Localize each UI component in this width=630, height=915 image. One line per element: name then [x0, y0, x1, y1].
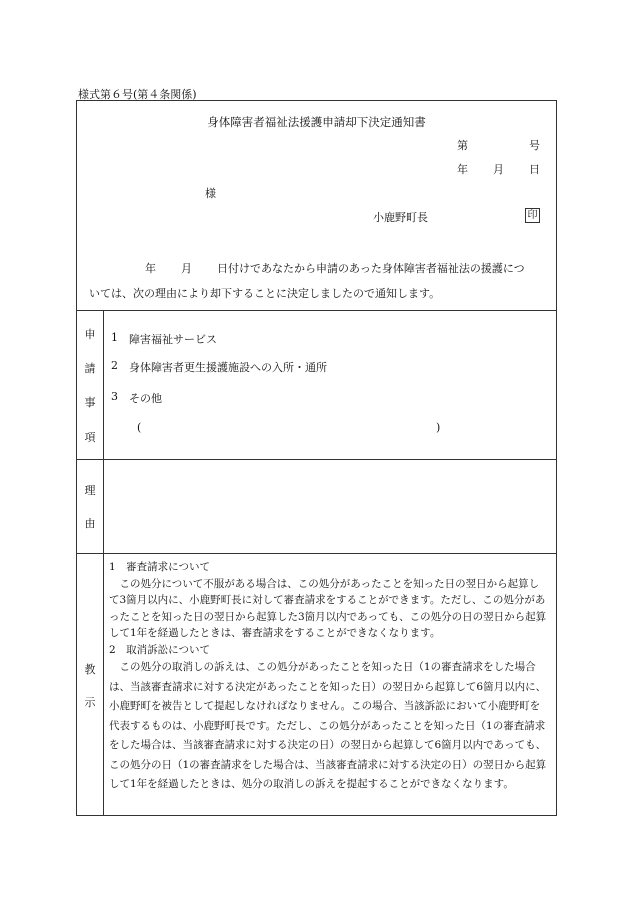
notice-year: 年	[145, 262, 156, 275]
number-suffix: 号	[529, 139, 540, 152]
application-item-2: 身体障害者更生援護施設への入所・通所	[129, 361, 327, 374]
number-prefix: 第	[457, 139, 468, 152]
divider-reason	[77, 459, 556, 460]
notice-line-2: いては、次の理由により却下することに決定しましたので通知します。	[89, 287, 441, 300]
instruction-paragraph-2: この処分の取消しの訴えは、この処分があったことを知った日（1の審査請求をした場合は、当該審査請求に対する決定があったことを知った日）の翌日から起算して6箇月以内に、小鹿野町を被告として提起しなければなりません。この場合、当該訴訟において小鹿野町を代表するものは、小鹿野町長です。ただし、この処分があったことを知った日（1の審査請求をした場合は、当該審査請求に対する決定の日）の翌日から起算して6箇月以内であっても、この処分の日（1の審査請求をした場合は、当該審査請求に対する決定の日）の翌日から起算して1年を経過したときは、処分の取消しの訴えを提起することができなくなります。	[109, 661, 547, 790]
date-day: 日	[529, 163, 540, 176]
other-paren-open: (	[137, 421, 142, 434]
date-year: 年	[457, 163, 468, 176]
application-item-2-num: 2	[111, 359, 118, 372]
form-number-label: 様式第６号(第４条関係)	[78, 88, 197, 101]
seal-mark: 印	[525, 208, 540, 223]
date-month: 月	[493, 163, 504, 176]
reason-label-1: 理	[84, 484, 96, 497]
divider-instruction	[77, 553, 556, 554]
application-label-3: 事	[84, 396, 96, 409]
document-title: 身体障害者福祉法援護申請却下決定通知書	[207, 115, 426, 129]
divider-application	[77, 310, 556, 311]
application-label-4: 項	[84, 431, 96, 444]
application-item-3: その他	[129, 392, 162, 405]
notice-line-1: 日付けであなたから申請のあった身体障害者福祉法の援護につ	[217, 262, 525, 275]
form-frame	[76, 100, 557, 816]
reason-label-2: 由	[84, 517, 96, 530]
instruction-heading-1: 1 審査請求について	[109, 561, 210, 573]
application-item-3-num: 3	[111, 390, 118, 403]
application-item-1-num: 1	[111, 331, 118, 344]
other-paren-close: )	[436, 421, 441, 434]
application-label-1: 申	[84, 328, 96, 341]
addressee-honorific: 様	[205, 187, 216, 200]
instruction-text	[109, 559, 549, 795]
instruction-label-1: 教	[84, 663, 96, 676]
notice-month: 月	[181, 262, 192, 275]
instruction-label-2: 示	[84, 696, 96, 709]
application-label-2: 請	[84, 362, 96, 375]
instruction-heading-2: 2 取消訴訟について	[109, 643, 210, 656]
issuer-name: 小鹿野町長	[373, 211, 428, 224]
application-item-1: 障害福祉サービス	[129, 333, 217, 346]
instruction-paragraph-1: この処分について不服がある場合は、この処分があったことを知った日の翌日から起算して3箇月以内に、小鹿野町長に対して審査請求をすることができます。ただし、この処分があったことを知った日の翌日から起算した3箇月以内であっても、この処分の日の翌日から起算して1年を経過したときは、審査請求をすることができなくなります。	[109, 577, 547, 639]
label-column-divider	[103, 310, 104, 816]
